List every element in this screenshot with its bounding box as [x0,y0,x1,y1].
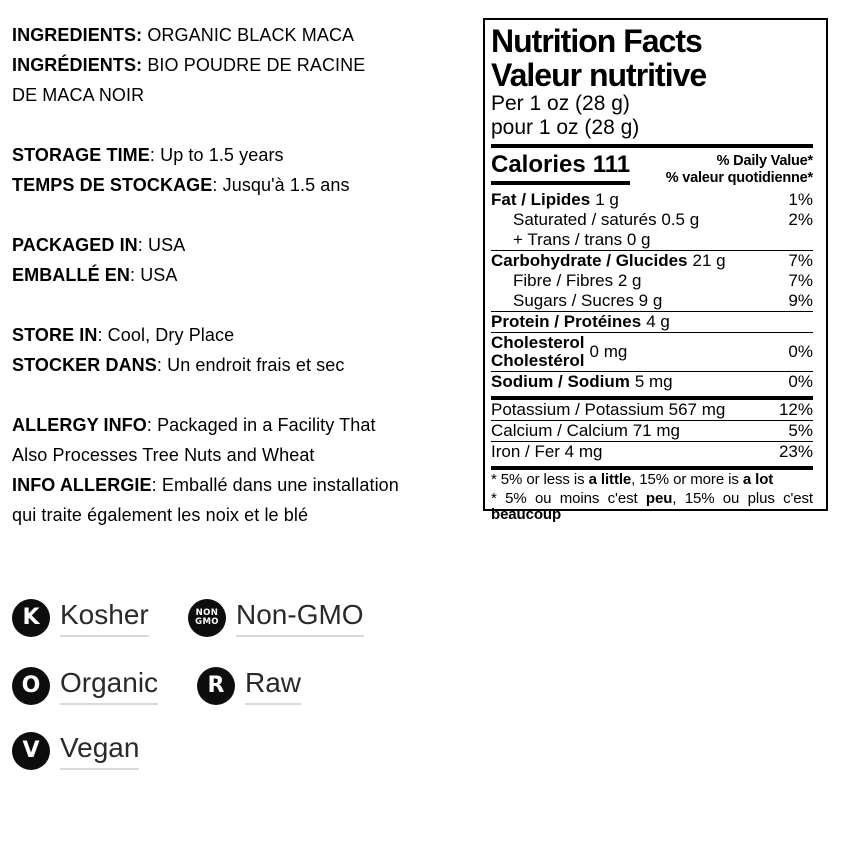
badge-organic [12,667,158,705]
nutrient-row-protein: Protein / Protéines 4 g [491,312,670,331]
badge-kosher-label: Kosher [60,600,149,637]
allergy-line-fr-1: INFO ALLERGIE: Emballé dans une installation [12,475,399,495]
badge-raw-label: Raw [245,668,301,705]
allergy-line-en-1: ALLERGY INFO: Packaged in a Facility That [12,415,376,435]
packaged-in-label-en: PACKAGED IN [12,235,138,255]
badge-vegan [12,732,139,770]
allergy-label-en: ALLERGY INFO [12,415,147,435]
badge-organic-label: Organic [60,668,158,705]
badge-non-gmo-label: Non-GMO [236,600,364,637]
dv-footnote-en: * 5% or less is a little, 15% or more is a lot [491,471,774,488]
nutrition-facts-panel [483,18,828,523]
nutrient-row-potassium: Potassium / Potassium 567 mg 12% [491,400,813,419]
ingredients-text-en: ORGANIC BLACK MACA [142,25,355,45]
nutrient-row-sugars: Sugars / Sucres 9 g 9% [513,291,813,310]
storage-time-line-fr: TEMPS DE STOCKAGE: Jusqu'à 1.5 ans [12,175,350,195]
store-in-line-fr: STOCKER DANS: Un endroit frais et sec [12,355,345,375]
dv-footnote-fr: * 5% ou moins c'est peu, 15% ou plus c'est beaucoup [491,489,813,523]
serving-size-fr: pour 1 oz (28 g) [491,116,640,139]
nft-title-fr: Valeur nutritive [491,57,707,93]
allergy-info-section [12,410,480,530]
ingredients-line-en [12,20,480,50]
store-in-label-fr: STOCKER DANS [12,355,157,375]
nutrient-row-fat: Fat / Lipides 1 g 1% [491,190,813,209]
calories-row [491,148,813,190]
packaged-in-label-fr: EMBALLÉ EN [12,265,130,285]
store-in-section [12,320,480,380]
packaged-in-section [12,230,480,290]
kosher-icon: K [12,599,50,637]
organic-icon: O [12,667,50,705]
nutrient-row-cholesterol: Cholesterol Cholestérol 0 mg 0% [491,333,813,370]
nutrient-row-trans: + Trans / trans 0 g [513,230,651,249]
product-info-panel [12,20,480,560]
ingredients-text-fr: BIO POUDRE DE RACINE [142,55,366,75]
allergy-line-fr-2: qui traite également les noix et le blé [12,505,309,525]
nutrient-row-fibre: Fibre / Fibres 2 g 7% [513,271,813,290]
store-in-line-en: STORE IN: Cool, Dry Place [12,325,235,345]
storage-time-section [12,140,480,200]
raw-icon: R [197,667,235,705]
ingredients-line-fr [12,50,480,80]
badge-non-gmo [188,599,364,637]
store-in-label-en: STORE IN [12,325,98,345]
nutrient-row-carbohydrate: Carbohydrate / Glucides 21 g 7% [491,251,813,270]
packaged-in-line-en: PACKAGED IN: USA [12,235,186,255]
packaged-in-line-fr: EMBALLÉ EN: USA [12,265,178,285]
nutrient-row-saturated: Saturated / saturés 0.5 g 2% [513,210,813,229]
allergy-label-fr: INFO ALLERGIE [12,475,152,495]
calories-value: Calories 111 [491,151,630,185]
nutrient-row-iron: Iron / Fer 4 mg 23% [491,442,813,461]
badge-kosher [12,599,149,637]
serving-size-en: Per 1 oz (28 g) [491,92,630,115]
non-gmo-icon: NON GMO [188,599,226,637]
cholesterol-name-fr: Cholestérol [491,351,585,370]
nutrient-row-sodium: Sodium / Sodium 5 mg 0% [491,372,813,391]
cholesterol-name-en: Cholesterol [491,333,585,352]
ingredients-line-fr-cont: DE MACA NOIR [12,85,145,105]
daily-value-header [666,151,813,186]
ingredients-label-fr: INGRÉDIENTS: [12,55,143,75]
storage-time-line-en: STORAGE TIME: Up to 1.5 years [12,145,284,165]
storage-time-label-en: STORAGE TIME [12,145,150,165]
storage-time-label-fr: TEMPS DE STOCKAGE [12,175,213,195]
badge-raw [197,667,301,705]
badge-vegan-label: Vegan [60,733,139,770]
divider-thick [491,466,813,470]
daily-value-header-en: % Daily Value* [716,153,813,169]
nutrient-row-calcium: Calcium / Calcium 71 mg 5% [491,421,813,440]
ingredients-section [12,20,480,110]
allergy-line-en-2: Also Processes Tree Nuts and Wheat [12,445,315,465]
nft-title-en: Nutrition Facts [491,23,702,59]
vegan-icon: V [12,732,50,770]
ingredients-label-en: INGREDIENTS: [12,25,143,45]
daily-value-header-fr: % valeur quotidienne* [665,169,813,186]
